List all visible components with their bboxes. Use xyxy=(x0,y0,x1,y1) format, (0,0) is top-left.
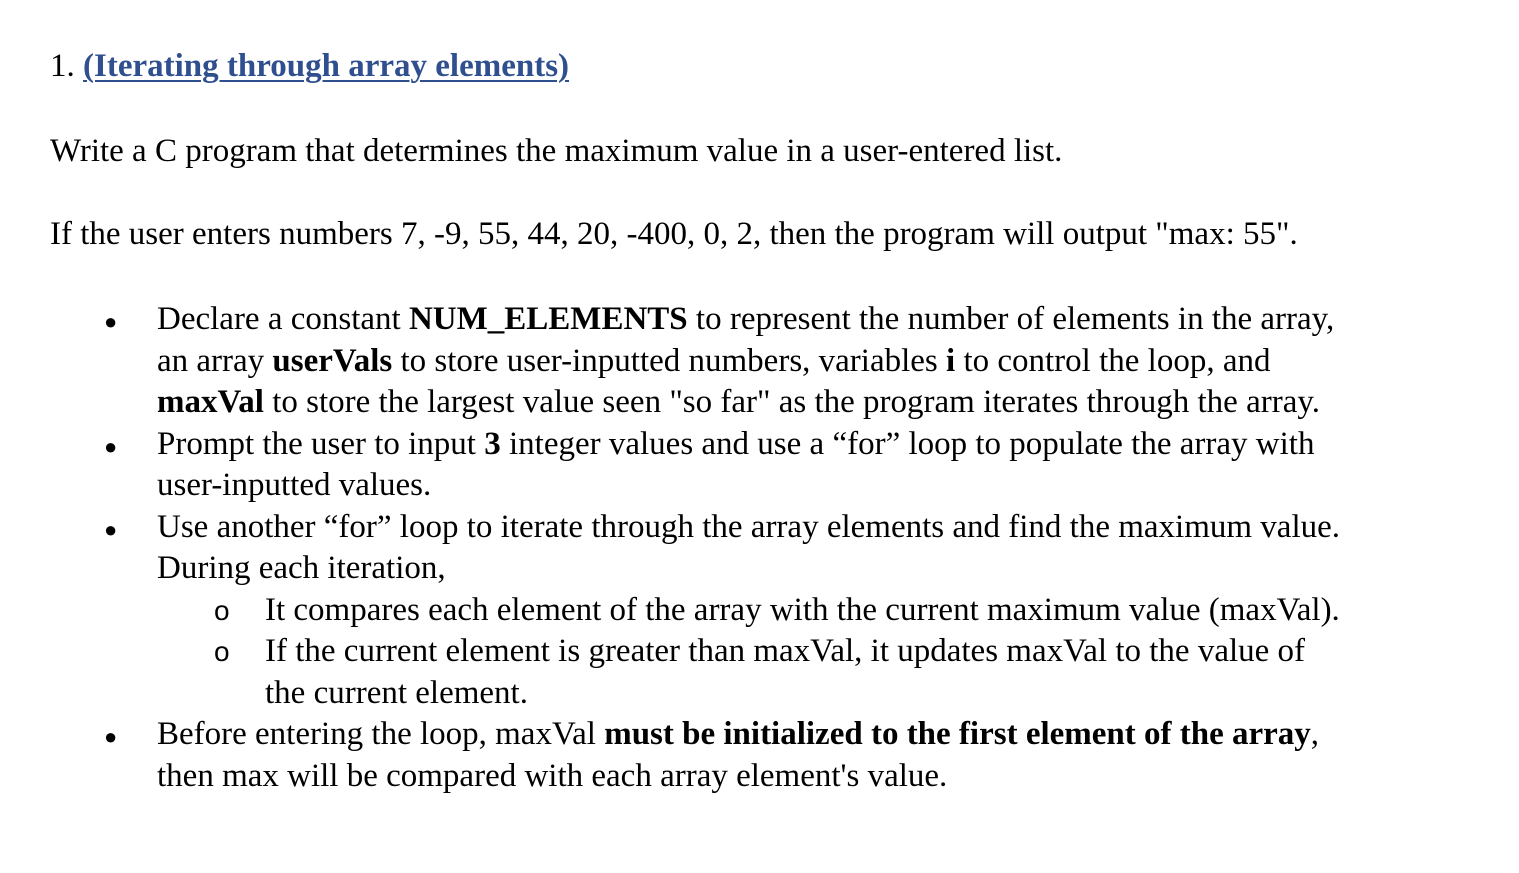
list-item xyxy=(0,714,1457,797)
bullet-icon: ● xyxy=(104,516,118,542)
requirements-list xyxy=(0,299,1519,797)
bullet-icon: ● xyxy=(104,433,118,459)
list-item-line: Declare a constant NUM_ELEMENTS to represent the number of elements in the array, xyxy=(157,301,1335,337)
intro-paragraph: Write a C program that determines the maximum value in a user-entered list. xyxy=(50,133,1063,169)
sub-list-item-line: It compares each element of the array with the current maximum value (maxVal). xyxy=(265,591,1340,628)
section-heading xyxy=(50,46,569,86)
list-item-line: Use another “for” loop to iterate through the array elements and find the maximum value. xyxy=(157,508,1341,545)
sub-list-item-line: If the current element is greater than maxVal, it updates maxVal to the value of xyxy=(265,633,1306,669)
section-number: 1. xyxy=(50,48,83,84)
list-item-line: user-inputted values. xyxy=(157,467,432,503)
bullet-icon: ● xyxy=(104,309,118,334)
bullet-icon: ● xyxy=(104,724,118,749)
section-title-link[interactable]: (Iterating through array elements) xyxy=(83,48,570,84)
list-item xyxy=(0,424,1457,507)
list-item xyxy=(0,507,1457,715)
list-item xyxy=(0,299,1457,424)
list-item-line: an array userVals to store user-inputted numbers, variables i to control the loop, and xyxy=(157,342,1271,379)
sub-bullet-icon: o xyxy=(214,594,230,626)
list-item-line: maxVal to store the largest value seen "so far" as the program iterates through the array. xyxy=(157,384,1320,420)
sub-list-item xyxy=(0,631,1457,714)
list-item-line: then max will be compared with each array element's value. xyxy=(157,757,948,794)
sub-bullet-icon: o xyxy=(214,636,230,667)
sub-list-item-line: the current element. xyxy=(265,674,528,711)
sub-list-item xyxy=(0,590,1457,632)
example-paragraph: If the user enters numbers 7, -9, 55, 44, 20, -400, 0, 2, then the program will output "max: 55". xyxy=(50,216,1298,252)
list-item-line: Before entering the loop, maxVal must be initialized to the first element of the array, xyxy=(157,716,1320,752)
list-item-line: During each iteration, xyxy=(157,550,446,586)
list-item-line: Prompt the user to input 3 integer values and use a “for” loop to populate the array with xyxy=(157,425,1315,462)
